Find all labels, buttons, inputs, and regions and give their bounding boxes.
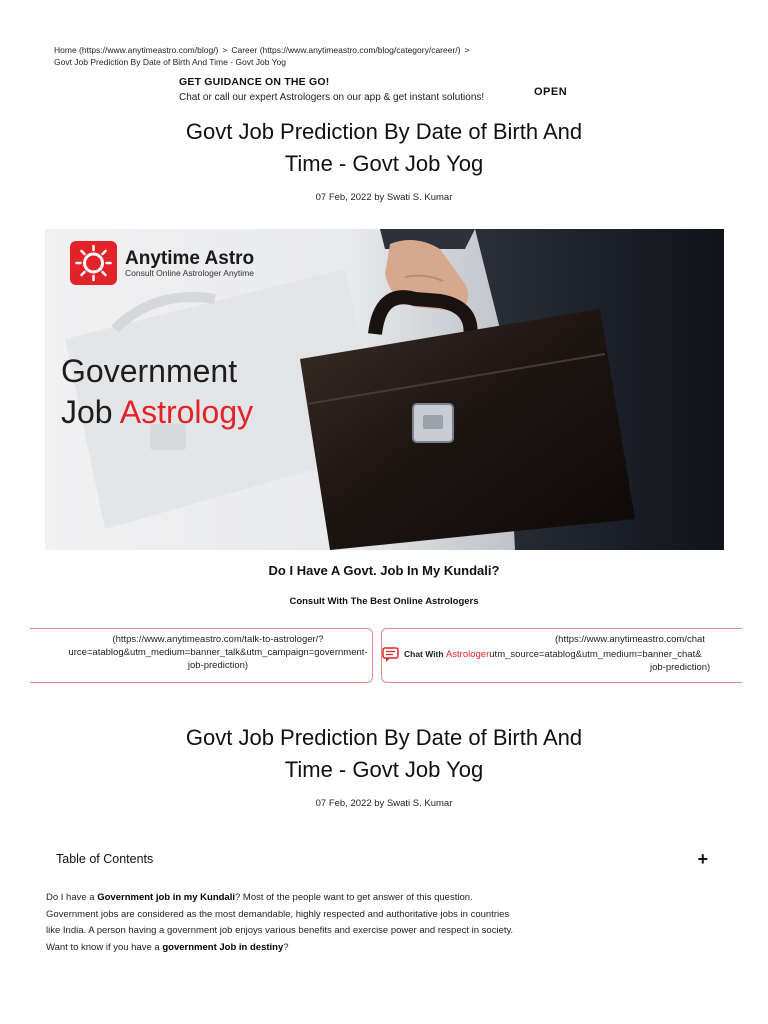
hero-illustration [45,229,724,550]
chat-link-line1: (https://www.anytimeastro.com/chat [555,634,705,645]
promo-title: GET GUIDANCE ON THE GO! [179,76,330,88]
consult-subheading: Consult With The Best Online Astrologers [289,596,479,607]
intro-text-3: ? [283,941,289,953]
chat-link-line2-rest: utm_source=atablog&utm_medium=banner_chat& [489,649,702,660]
chat-link-line3: job-prediction) [650,662,711,673]
intro-text-2: ? Most of the people want to get answer of this question. Government jobs are considered as the most demandable, highly respected and authoritative jobs in countries like India. A person having a government job enjoys various benefits and exercise power and respect in society. Want to know if you have a [46,892,514,953]
article-title-line1: Govt Job Prediction By Date of Birth And [185,725,583,750]
breadcrumb-career-link[interactable]: Career (https://www.anytimeastro.com/blog/category/career/) [231,45,461,55]
breadcrumb-home-link[interactable]: Home (https://www.anytimeastro.com/blog/) [54,45,219,55]
toc-label: Table of Contents [56,852,154,866]
article-meta-repeat: 07 Feb, 2022 by Swati S. Kumar [315,798,453,809]
hero-headline-line1: Government [61,353,238,389]
consult-heading: Do I Have A Govt. Job In My Kundali? [268,563,500,578]
talk-link-line2: urce=atablog&utm_medium=banner_talk&utm_campaign=government- [68,647,368,658]
talk-link-text [30,629,373,672]
table-of-contents[interactable] [56,849,716,872]
promo-open-button[interactable]: OPEN [534,86,568,98]
chat-link-line2 [404,648,702,661]
hero-brand-tagline: Consult Online Astrologer Anytime [125,268,254,278]
chat-astrologer-label: Astrologer [445,649,490,660]
intro-text-1: Do I have a [46,892,98,903]
talk-to-astrologer-button[interactable] [30,628,373,683]
chat-bubble-icon [382,647,400,663]
article-title-line2: Time - Govt Job Yog [284,757,484,782]
breadcrumb-separator: > [464,45,470,55]
article-title-line1: Govt Job Prediction By Date of Birth And [185,119,583,144]
promo-subtitle: Chat or call our expert Astrologers on our app & get instant solutions! [179,92,485,103]
article-title-line2: Time - Govt Job Yog [284,151,484,176]
article-title [84,116,684,180]
toc-expand-icon[interactable]: + [697,849,708,869]
article-title-repeat [84,722,684,786]
hero-headline-line2 [61,394,253,430]
hero-headline-astrology: Astrology [119,394,254,430]
breadcrumb-separator: > [222,45,228,55]
article-meta: 07 Feb, 2022 by Swati S. Kumar [315,192,453,203]
hero-brand-name: Anytime Astro [125,248,255,269]
intro-bold-2: government Job in destiny [162,941,284,953]
intro-paragraph [46,890,516,956]
breadcrumb-current: Govt Job Prediction By Date of Birth And Time - Govt Job Yog [54,57,286,67]
intro-bold-1: Government job in my Kundali [97,892,235,903]
talk-link-line1: (https://www.anytimeastro.com/talk-to-astrologer/? [112,634,324,645]
talk-link-line3: job-prediction) [187,660,249,671]
breadcrumb [54,44,734,68]
hero-image [45,229,724,550]
chat-with-astrologer-button[interactable] [381,628,742,683]
chat-with-label: Chat With [404,649,446,659]
hero-headline-job: Job [61,394,113,430]
